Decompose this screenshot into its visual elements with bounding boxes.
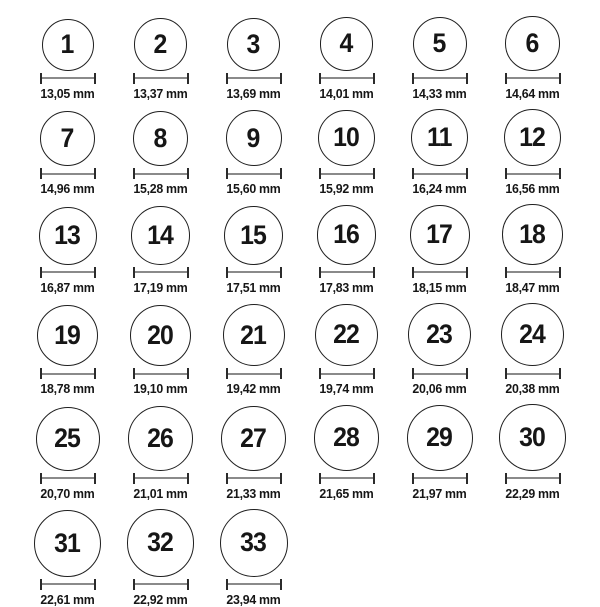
ring-size-circle (223, 304, 285, 366)
dimension-rule (42, 583, 94, 585)
ring-size-cell (207, 304, 300, 396)
dimension-rule (507, 77, 559, 79)
dimension-tick-right-icon (280, 73, 282, 84)
dimension-rule (228, 477, 280, 479)
dimension-rule (507, 271, 559, 273)
dimension-tick-right-icon (94, 73, 96, 84)
ring-size-cell (114, 206, 207, 295)
dimension-tick-right-icon (280, 579, 282, 590)
dimension-tick-right-icon (559, 368, 561, 379)
dimension-tick-right-icon (280, 368, 282, 379)
ring-size-number: 10 (333, 122, 360, 153)
dimension-rule (228, 173, 280, 175)
diameter-dimension-line (505, 267, 561, 278)
ring-size-circle (227, 18, 280, 71)
ring-diameter-label: 21,33 mm (226, 485, 281, 501)
ring-size-circle (407, 405, 473, 471)
ring-diameter-label: 13,69 mm (226, 85, 281, 101)
ring-size-cell (393, 17, 486, 101)
ring-diameter-label: 23,94 mm (226, 591, 281, 607)
diameter-dimension-line (226, 579, 282, 590)
ring-size-cell (300, 304, 393, 397)
ring-size-cell (21, 111, 114, 196)
ring-diameter-label: 17,83 mm (319, 279, 374, 295)
ring-size-cell (114, 111, 207, 197)
diameter-dimension-line (319, 368, 375, 379)
ring-size-cell (21, 510, 114, 607)
ring-diameter-label: 15,28 mm (133, 181, 188, 196)
ring-diameter-label: 13,37 mm (133, 85, 188, 101)
ring-size-circle (34, 510, 101, 577)
ring-size-cell (207, 509, 300, 607)
dimension-rule (42, 373, 94, 375)
ring-size-circle (314, 405, 380, 471)
ring-size-cell (21, 207, 114, 295)
diameter-dimension-line (505, 168, 561, 179)
diameter-dimension-line (40, 168, 96, 179)
ring-diameter-label: 14,96 mm (40, 181, 95, 196)
ring-size-cell (21, 305, 114, 396)
dimension-rule (135, 77, 187, 79)
ring-diameter-label: 18,78 mm (40, 381, 95, 396)
dimension-rule (228, 77, 280, 79)
dimension-tick-right-icon (466, 368, 468, 379)
dimension-rule (414, 373, 466, 375)
ring-size-circle (130, 305, 192, 367)
ring-size-number: 23 (426, 319, 453, 349)
ring-diameter-label: 14,64 mm (505, 85, 560, 101)
dimension-rule (135, 173, 187, 175)
ring-diameter-label: 22,61 mm (40, 591, 95, 607)
ring-size-circle (40, 111, 95, 166)
ring-size-circle (42, 19, 94, 71)
ring-size-circle (318, 110, 375, 167)
ring-size-number: 3 (247, 28, 260, 59)
ring-size-cell (486, 109, 579, 197)
dimension-tick-right-icon (466, 267, 468, 278)
dimension-tick-right-icon (373, 473, 375, 484)
diameter-dimension-line (40, 473, 96, 484)
ring-size-circle (315, 304, 378, 367)
dimension-rule (414, 477, 466, 479)
diameter-dimension-line (226, 168, 282, 179)
ring-size-number: 29 (426, 422, 453, 452)
dimension-tick-right-icon (94, 579, 96, 590)
ring-diameter-label: 13,05 mm (40, 85, 95, 101)
dimension-tick-right-icon (94, 267, 96, 278)
ring-size-circle (36, 407, 100, 471)
ring-size-circle (128, 406, 193, 471)
ring-diameter-label: 17,51 mm (226, 279, 281, 295)
ring-size-number: 30 (519, 421, 546, 452)
dimension-tick-right-icon (373, 168, 375, 179)
dimension-rule (321, 173, 373, 175)
ring-size-cell (393, 405, 486, 501)
dimension-rule (414, 77, 466, 79)
ring-diameter-label: 16,87 mm (40, 279, 95, 295)
ring-size-circle (408, 303, 471, 366)
ring-size-number: 17 (426, 219, 453, 249)
dimension-tick-right-icon (187, 368, 189, 379)
dimension-rule (507, 173, 559, 175)
ring-diameter-label: 22,92 mm (133, 591, 188, 607)
dimension-rule (42, 271, 94, 273)
ring-diameter-label: 19,10 mm (133, 381, 188, 396)
ring-size-cell (207, 206, 300, 295)
ring-size-number: 31 (54, 527, 81, 558)
ring-size-number: 28 (333, 422, 360, 453)
dimension-tick-right-icon (373, 368, 375, 379)
ring-size-circle (224, 206, 283, 265)
ring-size-number: 2 (154, 28, 167, 59)
ring-size-number: 12 (519, 121, 546, 152)
ring-size-number: 11 (427, 122, 452, 152)
ring-diameter-label: 20,06 mm (412, 381, 467, 396)
dimension-rule (135, 271, 187, 273)
ring-size-cell (207, 110, 300, 196)
ring-size-circle (134, 18, 187, 71)
dimension-rule (42, 77, 94, 79)
ring-size-circle (220, 509, 288, 577)
ring-diameter-label: 16,24 mm (412, 181, 467, 196)
dimension-tick-right-icon (187, 168, 189, 179)
dimension-rule (42, 477, 94, 479)
diameter-dimension-line (505, 368, 561, 379)
ring-size-cell (486, 303, 579, 397)
ring-diameter-label: 20,70 mm (40, 485, 95, 501)
dimension-tick-right-icon (373, 267, 375, 278)
ring-size-circle (499, 404, 566, 471)
ring-size-number: 8 (154, 122, 167, 153)
diameter-dimension-line (40, 579, 96, 590)
dimension-tick-right-icon (187, 473, 189, 484)
dimension-tick-right-icon (94, 473, 96, 484)
dimension-rule (135, 477, 187, 479)
ring-size-number: 15 (240, 219, 267, 250)
ring-size-cell (114, 305, 207, 397)
ring-size-cell (300, 405, 393, 501)
dimension-tick-right-icon (187, 267, 189, 278)
dimension-tick-right-icon (559, 473, 561, 484)
dimension-rule (321, 477, 373, 479)
ring-diameter-label: 14,01 mm (319, 85, 374, 101)
ring-size-circle (413, 17, 467, 71)
dimension-tick-right-icon (94, 168, 96, 179)
ring-size-cell (486, 16, 579, 101)
diameter-dimension-line (40, 368, 96, 379)
diameter-dimension-line (319, 267, 375, 278)
ring-size-cell (114, 18, 207, 101)
ring-diameter-label: 20,38 mm (505, 381, 560, 396)
ring-size-cell (393, 109, 486, 196)
dimension-rule (321, 271, 373, 273)
dimension-rule (135, 583, 187, 585)
diameter-dimension-line (133, 579, 189, 590)
diameter-dimension-line (412, 368, 468, 379)
ring-diameter-label: 19,42 mm (226, 381, 281, 396)
dimension-tick-right-icon (373, 73, 375, 84)
ring-size-circle (131, 206, 190, 265)
dimension-rule (228, 373, 280, 375)
diameter-dimension-line (412, 73, 468, 84)
dimension-tick-right-icon (559, 168, 561, 179)
ring-size-circle (39, 207, 97, 265)
diameter-dimension-line (40, 73, 96, 84)
diameter-dimension-line (133, 168, 189, 179)
diameter-dimension-line (40, 267, 96, 278)
dimension-rule (414, 271, 466, 273)
diameter-dimension-line (412, 267, 468, 278)
ring-size-cell (207, 18, 300, 101)
diameter-dimension-line (319, 73, 375, 84)
dimension-tick-right-icon (94, 368, 96, 379)
diameter-dimension-line (505, 473, 561, 484)
ring-size-number: 18 (519, 218, 546, 249)
dimension-tick-right-icon (466, 73, 468, 84)
diameter-dimension-line (226, 473, 282, 484)
ring-diameter-label: 18,47 mm (505, 279, 560, 295)
ring-size-cell (486, 404, 579, 501)
ring-size-number: 9 (247, 122, 260, 153)
diameter-dimension-line (226, 368, 282, 379)
ring-size-circle (504, 109, 562, 167)
diameter-dimension-line (319, 473, 375, 484)
ring-size-number: 24 (519, 318, 546, 349)
ring-diameter-label: 14,33 mm (412, 85, 467, 101)
dimension-tick-right-icon (280, 168, 282, 179)
ring-size-cell (486, 204, 579, 295)
ring-size-circle (221, 406, 286, 471)
ring-size-number: 33 (240, 527, 267, 557)
diameter-dimension-line (412, 168, 468, 179)
ring-size-circle (410, 205, 470, 265)
ring-size-number: 21 (240, 319, 267, 350)
ring-size-number: 27 (240, 422, 267, 453)
ring-size-cell (207, 406, 300, 501)
ring-diameter-label: 15,60 mm (226, 181, 281, 196)
dimension-tick-right-icon (280, 267, 282, 278)
dimension-tick-right-icon (559, 73, 561, 84)
ring-size-number: 25 (54, 423, 81, 453)
ring-size-cell (114, 406, 207, 501)
ring-size-circle (37, 305, 98, 366)
ring-size-cell (300, 110, 393, 197)
ring-size-number: 19 (54, 320, 81, 350)
ring-size-circle (501, 303, 565, 367)
ring-size-number: 5 (433, 28, 446, 58)
ring-size-circle (127, 509, 195, 577)
diameter-dimension-line (226, 267, 282, 278)
ring-diameter-label: 21,97 mm (412, 485, 467, 501)
ring-diameter-label: 18,15 mm (412, 279, 467, 295)
ring-size-cell (300, 17, 393, 101)
diameter-dimension-line (226, 73, 282, 84)
ring-size-circle (502, 204, 563, 265)
ring-size-cell (21, 407, 114, 501)
ring-size-number: 32 (147, 527, 174, 558)
dimension-rule (42, 173, 94, 175)
ring-diameter-label: 21,65 mm (319, 485, 374, 501)
diameter-dimension-line (412, 473, 468, 484)
ring-diameter-label: 22,29 mm (505, 485, 560, 501)
dimension-tick-right-icon (466, 473, 468, 484)
ring-size-cell (393, 303, 486, 396)
ring-size-cell (393, 205, 486, 295)
diameter-dimension-line (319, 168, 375, 179)
diameter-dimension-line (133, 368, 189, 379)
ring-size-number: 6 (526, 27, 539, 58)
ring-size-number: 7 (61, 123, 74, 153)
dimension-tick-right-icon (559, 267, 561, 278)
diameter-dimension-line (133, 473, 189, 484)
dimension-rule (321, 373, 373, 375)
dimension-rule (414, 173, 466, 175)
ring-size-cell (114, 509, 207, 607)
diameter-dimension-line (133, 73, 189, 84)
ring-diameter-label: 15,92 mm (319, 181, 374, 196)
dimension-tick-right-icon (280, 473, 282, 484)
ring-size-number: 20 (147, 319, 174, 350)
dimension-tick-right-icon (466, 168, 468, 179)
dimension-rule (228, 583, 280, 585)
ring-size-number: 14 (147, 219, 174, 250)
ring-size-circle (411, 109, 468, 166)
ring-size-number: 26 (147, 422, 174, 453)
dimension-tick-right-icon (187, 73, 189, 84)
dimension-tick-right-icon (187, 579, 189, 590)
ring-size-number: 1 (61, 29, 74, 59)
ring-size-cell (300, 205, 393, 295)
ring-diameter-label: 21,01 mm (133, 485, 188, 501)
ring-size-number: 4 (340, 28, 353, 59)
diameter-dimension-line (505, 73, 561, 84)
dimension-rule (228, 271, 280, 273)
ring-size-cell (21, 19, 114, 101)
ring-size-number: 16 (333, 219, 360, 250)
dimension-rule (321, 77, 373, 79)
ring-size-circle (505, 16, 560, 71)
ring-diameter-label: 17,19 mm (133, 279, 188, 295)
ring-size-circle (226, 110, 282, 166)
dimension-rule (507, 373, 559, 375)
diameter-dimension-line (133, 267, 189, 278)
ring-diameter-label: 16,56 mm (505, 181, 560, 196)
dimension-rule (507, 477, 559, 479)
dimension-rule (135, 373, 187, 375)
ring-size-number: 22 (333, 319, 360, 350)
ring-diameter-label: 19,74 mm (319, 381, 374, 396)
ring-size-circle (317, 205, 377, 265)
ring-size-circle (133, 111, 189, 167)
ring-size-number: 13 (54, 220, 81, 250)
ring-size-circle (320, 17, 374, 71)
